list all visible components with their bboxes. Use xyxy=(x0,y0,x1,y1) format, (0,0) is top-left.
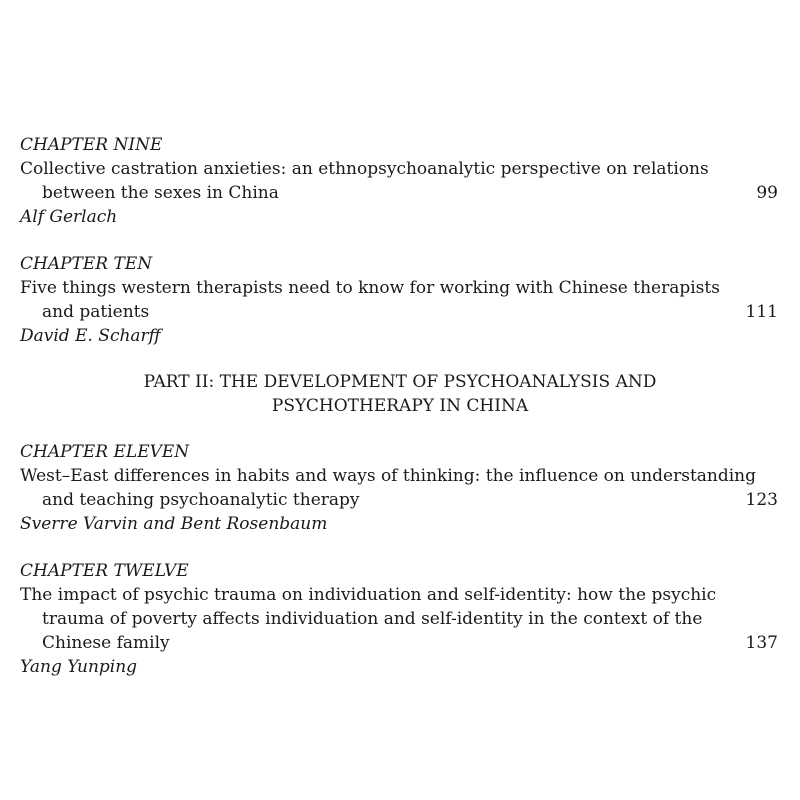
chapter-label: CHAPTER TWELVE xyxy=(20,561,189,581)
chapter-author: Yang Yunping xyxy=(20,657,138,677)
chapter-title-line: Collective castration anxieties: an ethnopsychoanalytic perspective on relations xyxy=(20,159,709,179)
toc-entry-chapter-nine[interactable] xyxy=(20,133,780,229)
page-number: 123 xyxy=(745,490,778,510)
chapter-label: CHAPTER ELEVEN xyxy=(20,442,190,462)
chapter-title-line: and teaching psychoanalytic therapy xyxy=(42,490,360,510)
chapter-title-line: trauma of poverty affects individuation and self-identity in the context of the xyxy=(42,609,703,629)
chapter-title-line: Chinese family xyxy=(42,633,170,653)
chapter-author: Sverre Varvin and Bent Rosenbaum xyxy=(20,514,328,534)
chapter-title xyxy=(20,464,780,512)
chapter-author: Alf Gerlach xyxy=(20,207,118,227)
toc-entry-chapter-ten[interactable] xyxy=(20,252,780,348)
page-number: 137 xyxy=(745,633,778,653)
part-heading xyxy=(0,370,800,418)
page-number: 99 xyxy=(756,183,778,203)
chapter-author: David E. Scharff xyxy=(20,326,161,346)
page-number: 111 xyxy=(745,302,778,322)
chapter-title xyxy=(20,157,780,205)
chapter-title-line: Five things western therapists need to know for working with Chinese therapists xyxy=(20,278,720,298)
part-heading-line: PSYCHOTHERAPY IN CHINA xyxy=(271,396,529,416)
part-heading-line: PART II: THE DEVELOPMENT OF PSYCHOANALYSIS AND xyxy=(143,372,657,392)
chapter-label: CHAPTER TEN xyxy=(20,254,153,274)
toc-entry-chapter-eleven[interactable] xyxy=(20,440,780,536)
chapter-title-line: West–East differences in habits and ways of thinking: the influence on understanding xyxy=(20,466,757,486)
toc-entry-chapter-twelve[interactable] xyxy=(20,559,780,679)
chapter-title xyxy=(20,583,780,655)
chapter-title-line: The impact of psychic trauma on individuation and self-identity: how the psychic xyxy=(20,585,717,605)
chapter-label: CHAPTER NINE xyxy=(20,135,163,155)
chapter-title xyxy=(20,276,780,324)
chapter-title-line: between the sexes in China xyxy=(42,183,279,203)
chapter-title-line: and patients xyxy=(42,302,150,322)
